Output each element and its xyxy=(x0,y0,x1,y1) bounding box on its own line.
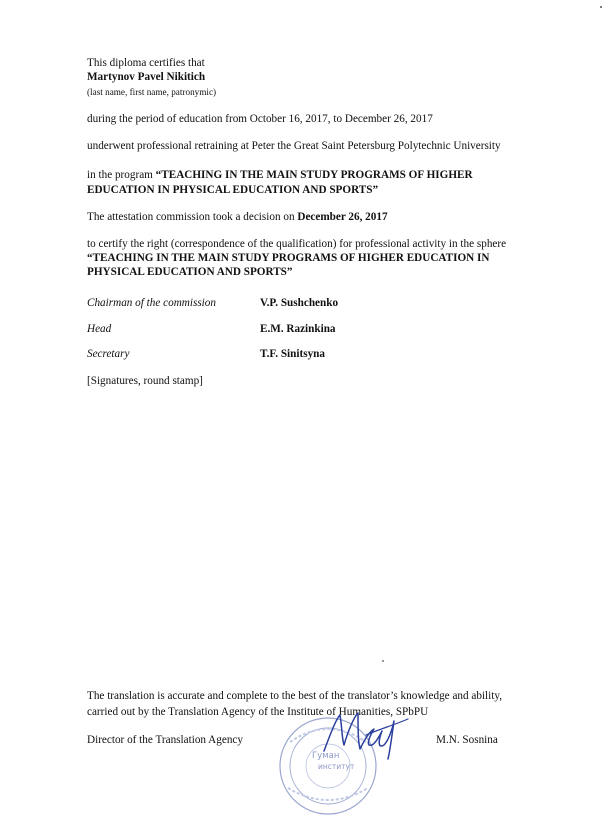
chairman-name: V.P. Sushchenko xyxy=(260,297,339,309)
translation-statement-1: The translation is accurate and complete to the best of the translator’s knowledge and ability, xyxy=(87,690,503,702)
translation-statement-2: carried out by the Translation Agency of the Institute of Humanities, SPbPU xyxy=(87,706,429,718)
holder-name-note: (last name, first name, patronymic) xyxy=(87,87,217,97)
decision-prefix: The attestation commission took a decision on xyxy=(87,211,298,223)
retraining-statement: underwent professional retraining at Peter the Great Saint Petersburg Polytechnic University xyxy=(87,140,501,152)
certifies-line: This diploma certifies that xyxy=(87,57,205,69)
director-role: Director of the Translation Agency xyxy=(87,734,243,746)
page-speck-2 xyxy=(382,660,384,662)
sphere-line-2: PHYSICAL EDUCATION AND SPORTS” xyxy=(87,266,293,278)
program-title-2: EDUCATION IN PHYSICAL EDUCATION AND SPORTS” xyxy=(87,184,379,196)
certify-right: to certify the right (correspondence of the qualification) for professional activity in the sphere xyxy=(87,238,507,250)
program-prefix: in the program xyxy=(87,169,156,181)
chairman-role: Chairman of the commission xyxy=(87,297,216,309)
director-name: M.N. Sosnina xyxy=(436,734,498,746)
program-title-1: “TEACHING IN THE MAIN STUDY PROGRAMS OF HIGHER xyxy=(155,169,473,181)
stamp-text-2: институт xyxy=(318,762,355,771)
holder-name: Martynov Pavel Nikitich xyxy=(87,71,206,83)
head-name: E.M. Razinkina xyxy=(260,323,336,335)
signatures-note: [Signatures, round stamp] xyxy=(87,375,203,387)
program-line xyxy=(87,168,473,183)
decision-date: December 26, 2017 xyxy=(297,211,388,223)
education-period: during the period of education from October 16, 2017, to December 26, 2017 xyxy=(87,113,433,125)
page-speck xyxy=(600,6,602,8)
decision-line xyxy=(87,210,388,225)
secretary-name: T.F. Sinitsyna xyxy=(260,348,325,360)
secretary-role: Secretary xyxy=(87,348,130,360)
stamp-text-1: Гуман xyxy=(312,751,340,761)
head-role: Head xyxy=(87,323,112,335)
director-signature xyxy=(318,705,413,763)
sphere-line-1: “TEACHING IN THE MAIN STUDY PROGRAMS OF HIGHER EDUCATION IN xyxy=(87,252,490,264)
